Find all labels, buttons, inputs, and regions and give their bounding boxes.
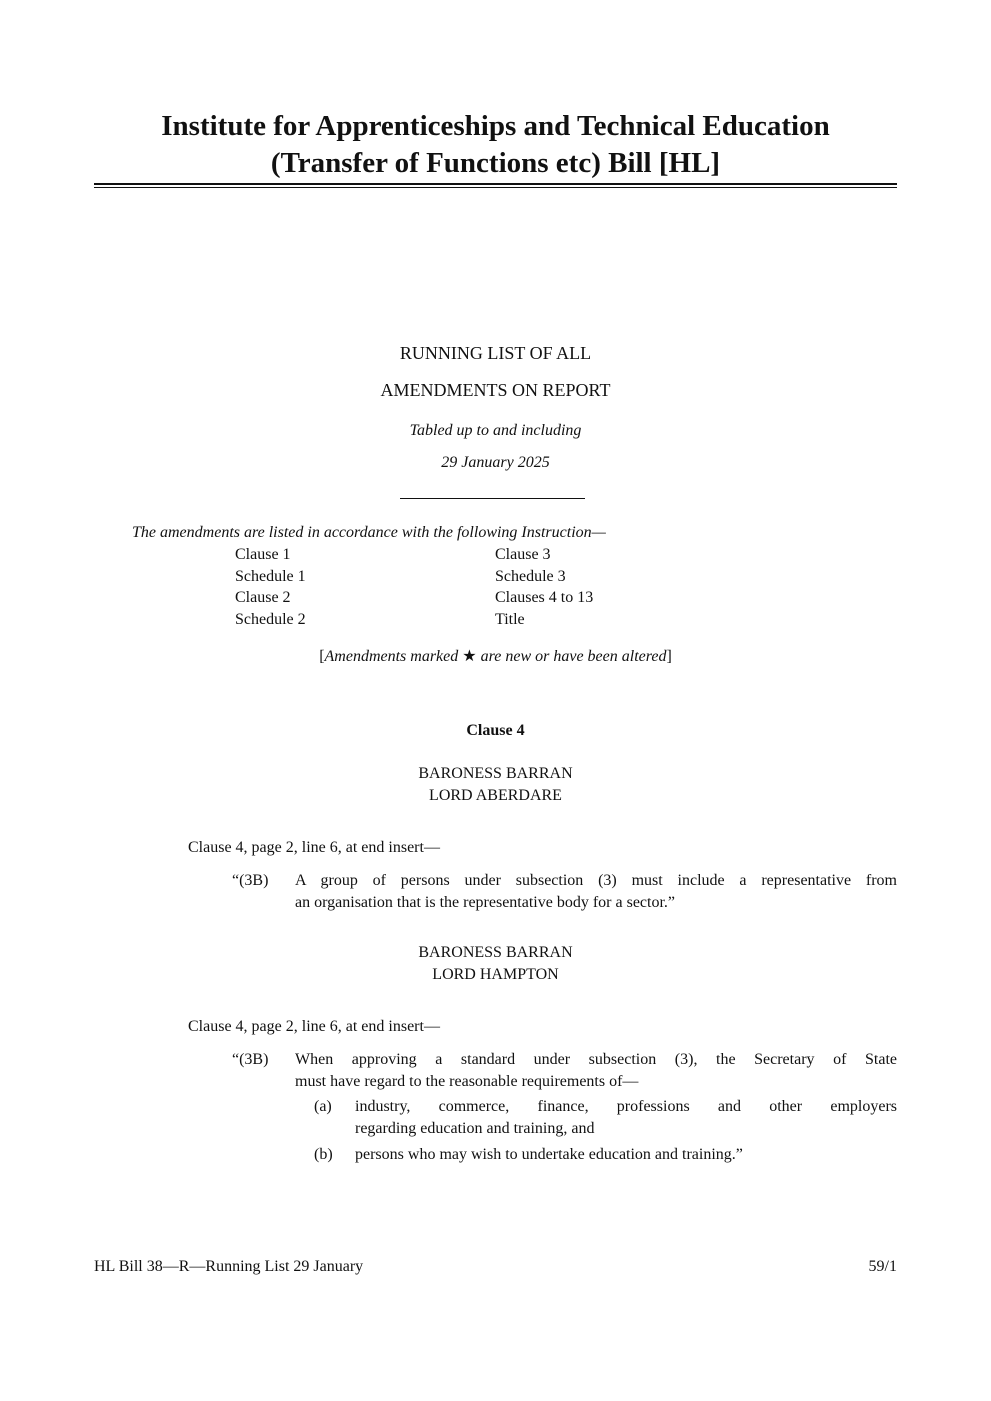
paragraph-a-number: (a) — [314, 1098, 332, 1115]
running-list-heading-1: RUNNING LIST OF ALL — [399, 343, 592, 363]
instruction-item: Schedule 3 — [495, 567, 566, 585]
instruction-list-left — [235, 544, 306, 630]
instruction-item: Clause 3 — [495, 546, 551, 563]
amendment-1-intro: Clause 4, page 2, line 6, at end insert— — [188, 839, 440, 856]
amendment-1-members — [0, 763, 991, 807]
amendment-1-subsection-text — [295, 870, 897, 914]
clause-heading: Clause 4 — [466, 722, 525, 739]
open-bracket: [ — [319, 648, 325, 665]
instruction-item: Title — [495, 610, 525, 628]
bill-title — [94, 108, 897, 182]
separator-rule — [400, 498, 585, 499]
text-line: regarding education and training, and — [355, 1120, 595, 1137]
paragraph-b-number: (b) — [314, 1146, 333, 1163]
instruction-item: Schedule 2 — [235, 610, 306, 628]
running-list-heading-2: AMENDMENTS ON REPORT — [380, 380, 611, 400]
member-name: BARONESS BARRAN — [418, 765, 573, 782]
footer-page-number: 59/1 — [868, 1258, 897, 1275]
tabled-date: 29 January 2025 — [441, 454, 550, 471]
instruction-item: Clause 2 — [235, 589, 291, 606]
text-line: industry, commerce, finance, professions and other employers — [355, 1098, 897, 1115]
footer-bill-reference: HL Bill 38—R—Running List 29 January — [94, 1258, 364, 1275]
member-name: BARONESS BARRAN — [418, 944, 573, 961]
instruction-list-right — [495, 544, 593, 630]
text-line: When approving a standard under subsection (3), the Secretary of State — [295, 1051, 897, 1068]
close-bracket: ] — [666, 648, 672, 665]
instruction-item: Clause 1 — [235, 546, 291, 563]
amendment-2-subsection-number: “(3B) — [232, 1051, 269, 1068]
text-line: A group of persons under subsection (3) must include a representative from — [295, 872, 897, 889]
paragraph-a-text — [355, 1096, 897, 1140]
text-line: must have regard to the reasonable requirements of— — [295, 1073, 639, 1090]
bill-title-line-1: Institute for Apprenticeships and Technical Education — [161, 110, 830, 142]
instruction-item: Clauses 4 to 13 — [495, 589, 594, 606]
instruction-item: Schedule 1 — [235, 567, 306, 585]
tabled-label: Tabled up to and including — [409, 422, 582, 439]
star-icon: ★ — [462, 648, 477, 665]
bill-title-line-2: (Transfer of Functions etc) Bill [HL] — [270, 147, 721, 179]
marked-note-text-2: are new or have been altered — [476, 648, 667, 665]
amendments-marked-note — [0, 647, 991, 667]
text-line: persons who may wish to undertake education and training.” — [355, 1146, 743, 1163]
member-name: LORD ABERDARE — [429, 787, 562, 804]
paragraph-b-text — [355, 1144, 897, 1166]
title-rule-thin — [94, 187, 897, 188]
instruction-text: The amendments are listed in accordance with the following Instruction— — [132, 524, 606, 541]
amendment-2-subsection-text — [295, 1049, 897, 1093]
amendment-1-subsection-number: “(3B) — [232, 872, 269, 889]
member-name: LORD HAMPTON — [432, 966, 559, 983]
amendment-2-intro: Clause 4, page 2, line 6, at end insert— — [188, 1018, 440, 1035]
marked-note-text-1: Amendments marked — [324, 648, 463, 665]
amendment-2-members — [0, 942, 991, 986]
text-line: an organisation that is the representative body for a sector.” — [295, 894, 676, 911]
title-rule-thick — [94, 183, 897, 185]
